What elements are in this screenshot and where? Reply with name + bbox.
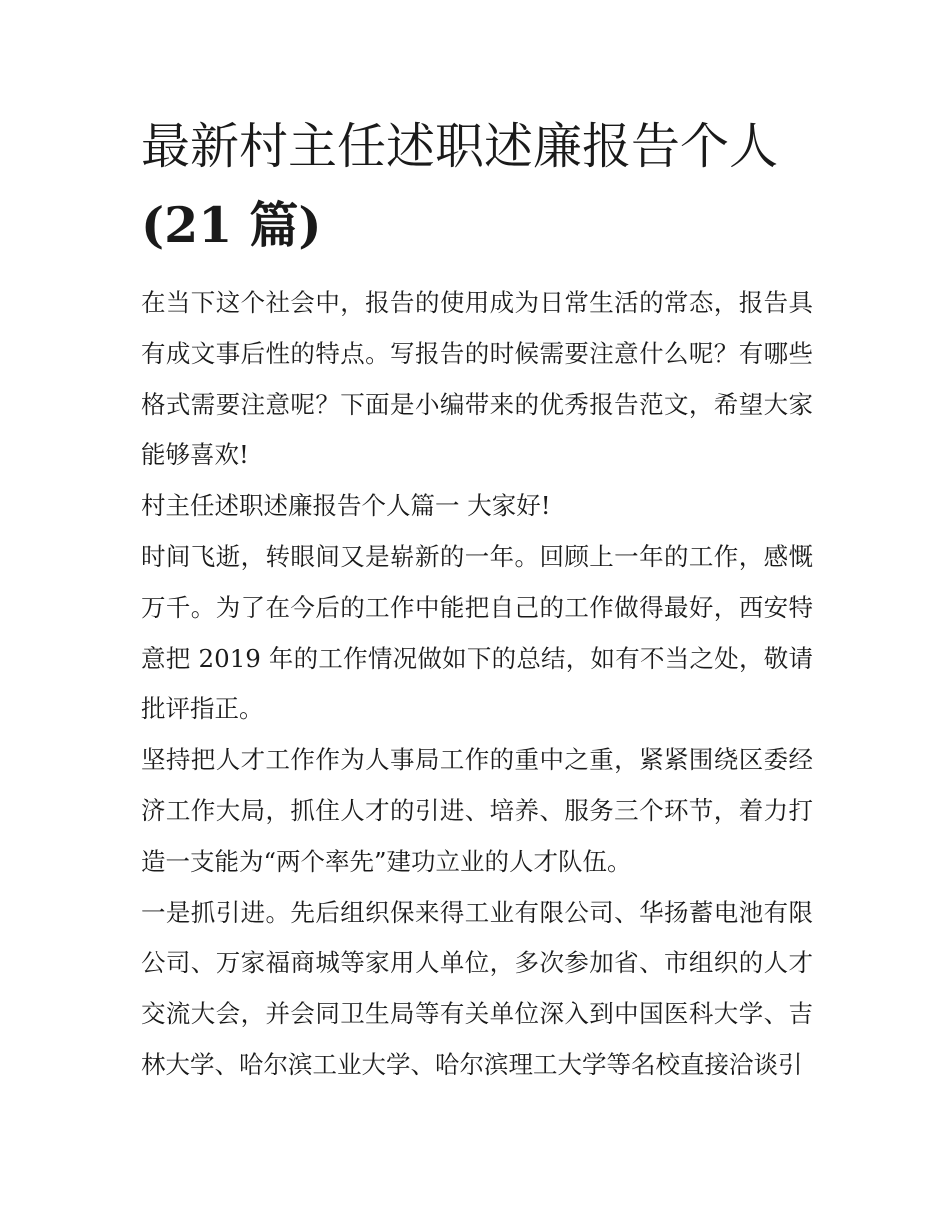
document-title xyxy=(141,108,813,264)
paragraph-review: 时间飞逝，转眼间又是崭新的一年。回顾上一年的工作，感慨万千。为了在今后的工作中能把自己的工作做得最好，西安特意把 2019 年的工作情况做如下的总结，如有不当之处，敬请批评指正。 xyxy=(141,541,813,724)
title-line-2: (21 篇) xyxy=(141,196,322,254)
paragraph-section-heading: 村主任述职述廉报告个人篇一 大家好! xyxy=(141,491,551,521)
document-body xyxy=(141,278,813,1091)
paragraph-intro: 在当下这个社会中，报告的使用成为日常生活的常态，报告具有成文事后性的特点。写报告的时候需要注意什么呢？有哪些格式需要注意呢？下面是小编带来的优秀报告范文，希望大家能够喜欢! xyxy=(141,288,813,470)
document-page xyxy=(141,108,813,1091)
paragraph-talent-work: 坚持把人才工作作为人事局工作的重中之重，紧紧围绕区委经济工作大局，抓住人才的引进、培养、服务三个环节，着力打造一支能为“两个率先”建功立业的人才队伍。 xyxy=(141,745,813,876)
title-line-1: 最新村主任述职述廉报告个人 xyxy=(141,118,779,175)
paragraph-recruitment: 一是抓引进。先后组织保来得工业有限公司、华扬蓄电池有限公司、万家福商城等家用人单位，多次参加省、市组织的人才交流大会，并会同卫生局等有关单位深入到中国医科大学、吉林大学、哈尔滨工业大学、哈尔滨理工大学等名校直接洽谈引 xyxy=(141,897,813,1079)
